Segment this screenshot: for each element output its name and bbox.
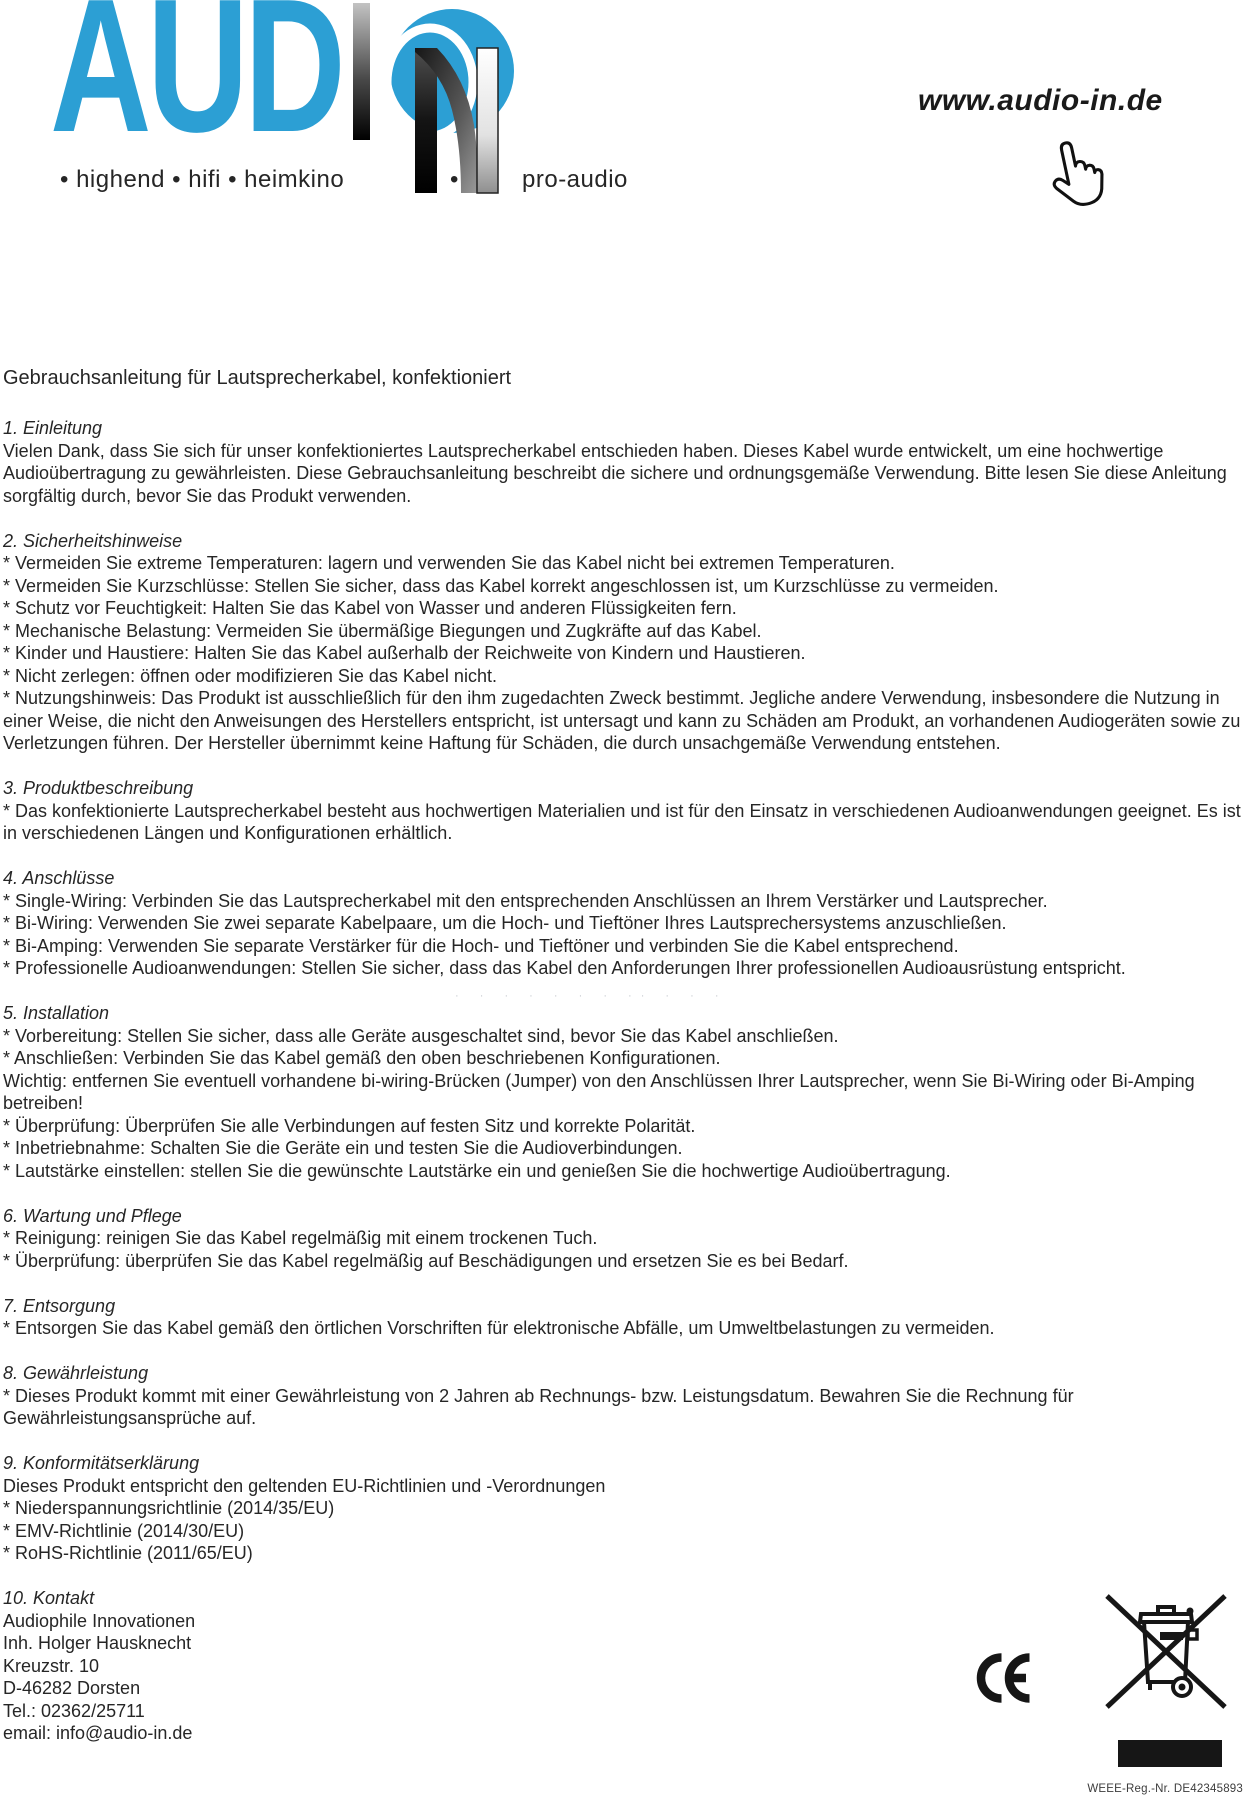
section-heading: 3. Produktbeschreibung [3, 778, 194, 798]
section-line: email: info@audio-in.de [3, 1723, 193, 1743]
section-line: * Vorbereitung: Stellen Sie sicher, dass alle Geräte ausgeschaltet sind, bevor Sie das Kabel anschließen. [3, 1025, 839, 1046]
section-heading: 8. Gewährleistung [3, 1363, 149, 1383]
section-line: * Inbetriebnahme: Schalten Sie die Geräte ein und testen Sie die Audioverbindungen. [3, 1138, 683, 1158]
pointing-hand-icon [1035, 132, 1111, 215]
section [3, 777, 1246, 845]
section-heading: 10. Kontakt [3, 1588, 95, 1608]
section-line: Wichtig: entfernen Sie eventuell vorhandene bi-wiring-Brücken (Jumper) von den Anschlüssen Ihrer Lautsprecher, wenn Sie Bi-Wiring oder Bi-Amping betreiben! [3, 1070, 1195, 1113]
section-line: * RoHS-Richtlinie (2011/65/EU) [3, 1543, 253, 1563]
section-heading: 1. Einleitung [3, 418, 103, 438]
section-line: * Single-Wiring: Verbinden Sie das Lautsprecherkabel mit den entsprechenden Anschlüssen an Ihrem Verstärker und Lautsprecher. [3, 890, 1048, 911]
section-line: * Mechanische Belastung: Vermeiden Sie übermäßige Biegungen und Zugkräfte auf das Kabel. [3, 620, 762, 641]
section [3, 1362, 1246, 1430]
ce-mark-icon [964, 1653, 1032, 1703]
section-line: * Bi-Wiring: Verwenden Sie zwei separate Kabelpaare, um die Hoch- und Tieftöner Ihres Lautsprechersystems anzuschließen. [3, 913, 1007, 933]
section-line: * Bi-Amping: Verwenden Sie separate Verstärker für die Hoch- und Tieftöner und verbinden Sie die Kabel entsprechend. [3, 935, 959, 956]
section-line: * Anschließen: Verbinden Sie das Kabel gemäß den oben beschriebenen Konfigurationen. [3, 1048, 721, 1068]
website-url: www.audio-in.de [918, 84, 1163, 117]
section [3, 867, 1246, 980]
section-heading: 5. Installation [3, 1003, 110, 1023]
section-line: Tel.: 02362/25711 [3, 1700, 145, 1721]
section-line: * Nutzungshinweis: Das Produkt ist ausschließlich für den ihm zugedachten Zweck bestimmt. Jegliche andere Verwendung, insbesondere die Nutzung in einer Weise, die nicht den Anweisungen des Herstellers entspricht, ist untersagt und kann zu Schäden am Produkt, an vorhandenen Audiogeräten sowie zu Verletzungen führen. Der Hersteller übernimmt keine Haftung für Schäden, die durch unsachgemäße Verwendung entstehen. [3, 688, 1241, 753]
section-heading: 9. Konformitätserklärung [3, 1453, 200, 1473]
logo-tagline-bullet: • [450, 166, 459, 193]
section [3, 1002, 1246, 1182]
section-line: D-46282 Dorsten [3, 1678, 141, 1698]
section-heading: 7. Entsorgung [3, 1295, 116, 1316]
logo-letter-i [353, 3, 370, 140]
weee-crossed-bin-icon [1104, 1586, 1228, 1718]
section-line: * Überprüfung: überprüfen Sie das Kabel regelmäßig auf Beschädigungen und ersetzen Sie es bei Bedarf. [3, 1250, 849, 1271]
section-line: * Lautstärke einstellen: stellen Sie die gewünschte Lautstärke ein und genießen Sie die hochwertige Audioübertragung. [3, 1160, 951, 1181]
section-line: Audiophile Innovationen [3, 1610, 196, 1631]
page-title: Gebrauchsanleitung für Lautsprecherkabel, konfektioniert [3, 367, 512, 389]
section [3, 1295, 1246, 1340]
faint-artifact-dots: · · · · · · · ·· · · · [455, 990, 728, 1002]
section [3, 1205, 1246, 1273]
section-line: * Vermeiden Sie Kurzschlüsse: Stellen Sie sicher, dass das Kabel korrekt angeschlossen ist, um Kurzschlüsse zu vermeiden. [3, 575, 999, 596]
logo-tagline-right: pro-audio [522, 166, 628, 193]
section [3, 1452, 1246, 1565]
section [3, 417, 1246, 507]
section-line: Inh. Holger Hausknecht [3, 1633, 192, 1653]
section [3, 1587, 1246, 1745]
section-line: * Entsorgen Sie das Kabel gemäß den örtlichen Vorschriften für elektronische Abfälle, um Umweltbelastungen zu vermeiden. [3, 1318, 995, 1338]
section-line: * Schutz vor Feuchtigkeit: Halten Sie das Kabel von Wasser und anderen Flüssigkeiten fern. [3, 598, 737, 618]
section-line: * Überprüfung: Überprüfen Sie alle Verbindungen auf festen Sitz und korrekte Polarität. [3, 1115, 696, 1136]
section-heading: 2. Sicherheitshinweise [3, 530, 183, 551]
section-line: * Nicht zerlegen: öffnen oder modifizieren Sie das Kabel nicht. [3, 665, 497, 686]
section-line: * Reinigung: reinigen Sie das Kabel regelmäßig mit einem trockenen Tuch. [3, 1228, 598, 1248]
section-heading: 6. Wartung und Pflege [3, 1205, 182, 1226]
section-line: * Dieses Produkt kommt mit einer Gewährleistung von 2 Jahren ab Rechnungs- bzw. Leistungsdatum. Bewahren Sie die Rechnung für Gewährleistungsansprüche auf. [3, 1385, 1074, 1428]
section-line: Dieses Produkt entspricht den geltenden EU-Richtlinien und -Verordnungen [3, 1475, 606, 1496]
sections [3, 417, 1246, 1745]
section-line: Vielen Dank, dass Sie sich für unser konfektioniertes Lautsprecherkabel entschieden haben. Dieses Kabel wurde entwickelt, um eine hochwertige Audioübertragung zu gewährleisten. Diese Gebrauchsanleitung beschreibt die sichere und ordnungsgemäße Verwendung. Bitte lesen Sie diese Anleitung sorgfältig durch, bevor Sie das Produkt verwenden. [3, 440, 1227, 506]
section-line: * EMV-Richtlinie (2014/30/EU) [3, 1520, 245, 1541]
logo-letters-aud: AUD [50, 0, 342, 172]
section-line: * Das konfektionierte Lautsprecherkabel besteht aus hochwertigen Materialien und ist für den Einsatz in verschiedenen Audioanwendungen geeignet. Es ist in verschiedenen Längen und Konfigurationen erhältlich. [3, 800, 1241, 843]
section-line: Kreuzstr. 10 [3, 1655, 100, 1676]
section-line: * Vermeiden Sie extreme Temperaturen: lagern und verwenden Sie das Kabel nicht bei extremen Temperaturen. [3, 553, 895, 573]
section-heading: 4. Anschlüsse [3, 868, 115, 888]
section-line: * Niederspannungsrichtlinie (2014/35/EU) [3, 1498, 335, 1518]
section-line: * Kinder und Haustiere: Halten Sie das Kabel außerhalb der Reichweite von Kindern und Haustieren. [3, 643, 806, 663]
document-content [3, 366, 1246, 1745]
weee-black-bar [1118, 1740, 1222, 1767]
section-line: * Professionelle Audioanwendungen: Stellen Sie sicher, dass das Kabel den Anforderungen Ihrer professionellen Audioausrüstung entspricht. [3, 958, 1126, 978]
section [3, 530, 1246, 755]
logo-tagline-left: • highend • hifi • heimkino [60, 166, 345, 193]
weee-registration-number: WEEE-Reg.-Nr. DE42345893 [1087, 1783, 1243, 1795]
